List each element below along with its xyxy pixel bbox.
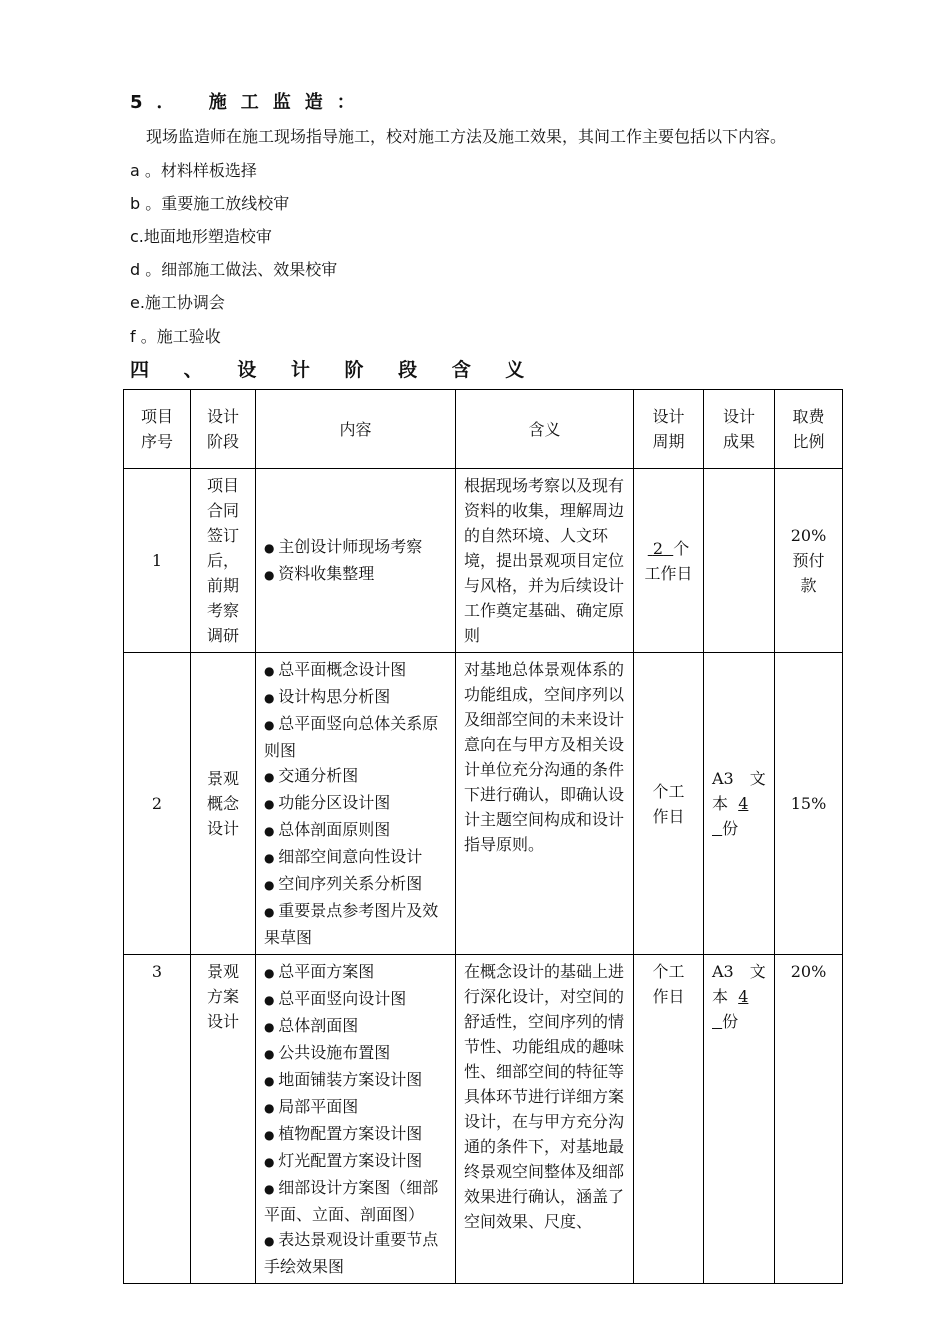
list-item: e.施工协调会 bbox=[130, 293, 225, 312]
list-item: a 。材料样板选择 bbox=[130, 161, 257, 180]
fee-cell: 20% bbox=[775, 955, 843, 1284]
section-5-intro: 现场监造师在施工现场指导施工，校对施工方法及施工效果，其间工作主要包括以下内容。 bbox=[146, 127, 787, 146]
period-number: 2 bbox=[652, 538, 664, 558]
content-cell bbox=[256, 955, 456, 1284]
meaning-cell: 对基地总体景观体系的功能组成，空间序列以及细部空间的未来设计意向在与甲方及相关设计单位充分沟通的条件下进行确认，即确认设计主题空间构成和设计指导原则。 bbox=[456, 653, 634, 955]
table-row bbox=[124, 955, 843, 1284]
period-cell: 个工 作日 bbox=[634, 955, 704, 1284]
content-bullet: ● 总体剖面图 bbox=[264, 1013, 447, 1040]
stage-cell: 项目 合同 签订 后， 前期 考察 调研 bbox=[191, 469, 256, 653]
period-cell: 个工 作日 bbox=[634, 653, 704, 955]
table-header-row bbox=[124, 390, 843, 469]
list-item: f 。施工验收 bbox=[130, 327, 221, 346]
content-bullet: ● 表达景观设计重要节点手绘效果图 bbox=[264, 1227, 447, 1279]
fee-cell: 20% 预付 款 bbox=[775, 469, 843, 653]
content-bullet: ● 植物配置方案设计图 bbox=[264, 1121, 447, 1148]
content-bullet: ● 总体剖面原则图 bbox=[264, 817, 447, 844]
meaning-cell: 在概念设计的基础上进行深化设计，对空间的舒适性，空间序列的情节性、功能组成的趣味性、细部空间的特征等具体环节进行详细方案设计，在与甲方充分沟通的条件下，对基地最终景观空间整体及细部效果进行确认，涵盖了空间效果、尺度、 bbox=[456, 955, 634, 1284]
row-number: 3 bbox=[124, 955, 191, 1284]
content-bullet: ● 总平面概念设计图 bbox=[264, 657, 447, 684]
content-bullet: ● 主创设计师现场考察 bbox=[264, 534, 447, 561]
result-cell: A3 文 本 4 份 bbox=[704, 955, 775, 1284]
list-item: c.地面地形塑造校审 bbox=[130, 227, 272, 246]
content-bullet: ● 设计构思分析图 bbox=[264, 684, 447, 711]
content-bullet: ● 总平面竖向设计图 bbox=[264, 986, 447, 1013]
header-cell: 设计 成果 bbox=[704, 390, 775, 469]
result-cell: A3 文 本 4 份 bbox=[704, 653, 775, 955]
design-stage-table bbox=[123, 389, 843, 1284]
content-bullet: ● 总平面方案图 bbox=[264, 959, 447, 986]
content-bullet: ● 细部设计方案图（细部平面、立面、剖面图） bbox=[264, 1175, 447, 1227]
content-bullet: ● 重要景点参考图片及效果草图 bbox=[264, 898, 447, 950]
header-cell: 取费 比例 bbox=[775, 390, 843, 469]
content-bullet: ● 总平面竖向总体关系原则图 bbox=[264, 711, 447, 763]
table-row bbox=[124, 469, 843, 653]
content-bullet: ● 公共设施布置图 bbox=[264, 1040, 447, 1067]
header-cell: 项目 序号 bbox=[124, 390, 191, 469]
header-cell: 含义 bbox=[456, 390, 634, 469]
row-number: 2 bbox=[124, 653, 191, 955]
meaning-cell: 根据现场考察以及现有资料的收集，理解周边的自然环境、人文环境，提出景观项目定位与风格，并为后续设计工作奠定基础、确定原则 bbox=[456, 469, 634, 653]
content-bullet: ● 功能分区设计图 bbox=[264, 790, 447, 817]
table-row bbox=[124, 653, 843, 955]
stage-cell: 景观 概念 设计 bbox=[191, 653, 256, 955]
content-bullet: ● 空间序列关系分析图 bbox=[264, 871, 447, 898]
content-bullet: ● 灯光配置方案设计图 bbox=[264, 1148, 447, 1175]
section-5-heading: 5． 施工监造： bbox=[130, 92, 369, 113]
content-bullet: ● 局部平面图 bbox=[264, 1094, 447, 1121]
content-bullet: ● 交通分析图 bbox=[264, 763, 447, 790]
header-cell: 设计 周期 bbox=[634, 390, 704, 469]
content-cell bbox=[256, 469, 456, 653]
content-bullet: ● 资料收集整理 bbox=[264, 561, 447, 588]
header-cell: 设计 阶段 bbox=[191, 390, 256, 469]
result-cell bbox=[704, 469, 775, 653]
list-item: d 。细部施工做法、效果校审 bbox=[130, 260, 338, 279]
row-number: 1 bbox=[124, 469, 191, 653]
content-cell bbox=[256, 653, 456, 955]
content-bullet: ● 地面铺装方案设计图 bbox=[264, 1067, 447, 1094]
section-4-heading: 四 、 设 计 阶 段 含 义 bbox=[130, 359, 539, 381]
stage-cell: 景观 方案 设计 bbox=[191, 955, 256, 1284]
header-cell: 内容 bbox=[256, 390, 456, 469]
list-item: b 。重要施工放线校审 bbox=[130, 194, 290, 213]
period-cell: 2 个 工作日 bbox=[634, 469, 704, 653]
content-bullet: ● 细部空间意向性设计 bbox=[264, 844, 447, 871]
fee-cell: 15% bbox=[775, 653, 843, 955]
